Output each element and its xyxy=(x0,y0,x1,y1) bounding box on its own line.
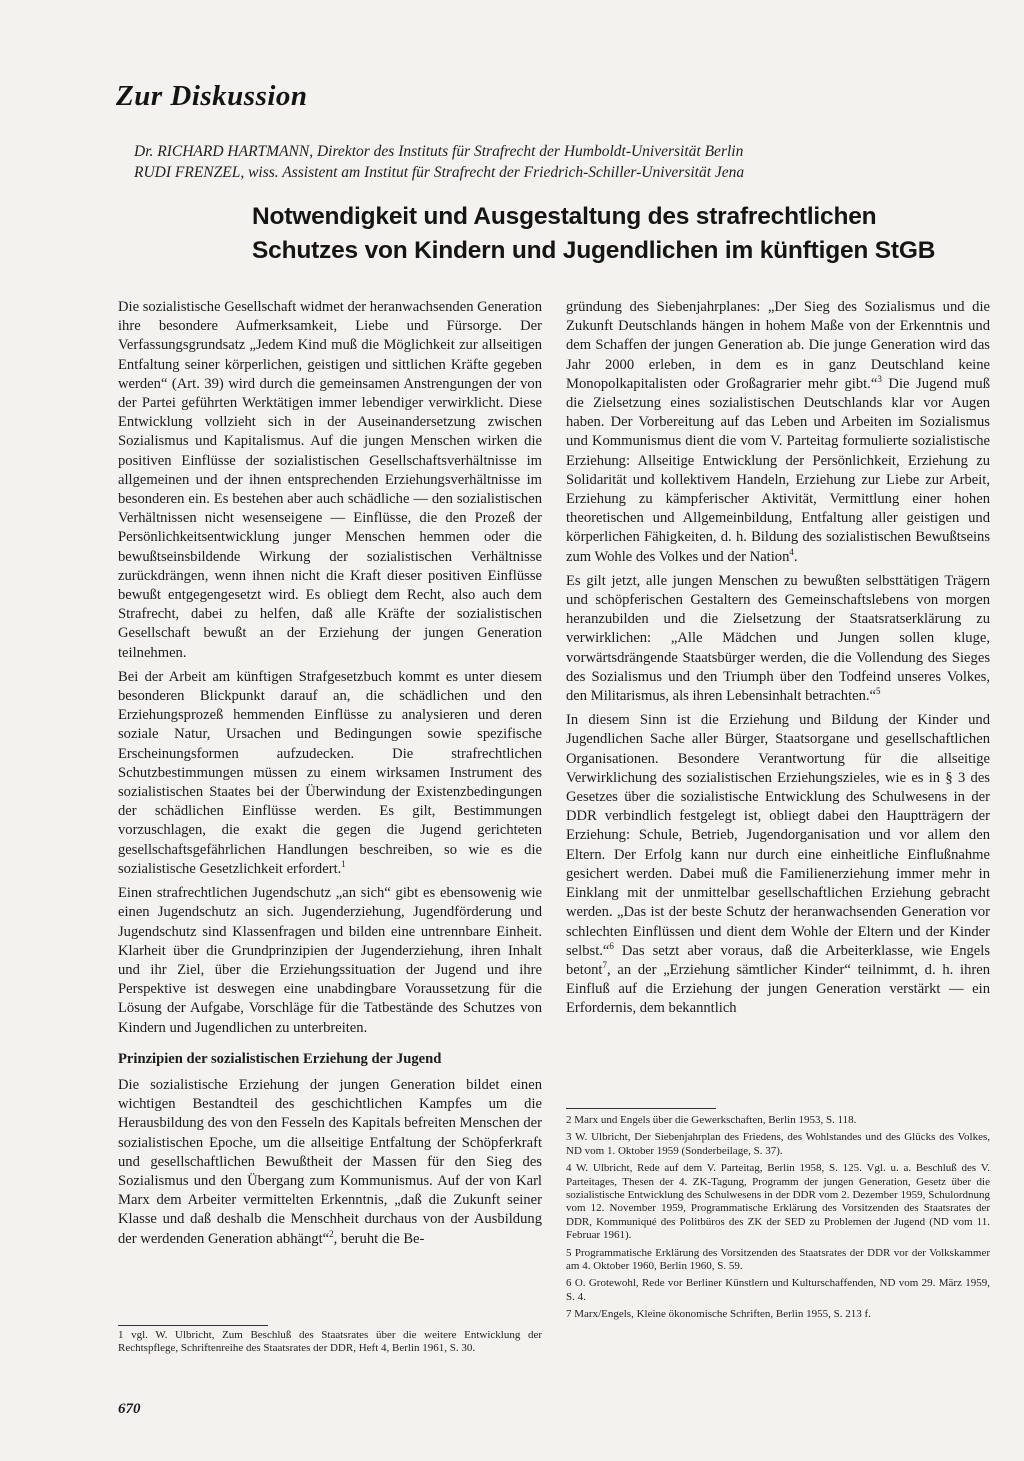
footnotes-left xyxy=(118,1329,542,1360)
paragraph: Einen strafrechtlichen Jugendschutz „an sich“ gibt es ebensowenig wie einen Jugendschutz an sich. Jugenderziehung, Jugendförderung und Jugendschutz sind Klassenfragen und bilden eine untrennbare Einheit. Klarheit über die Grundprinzipien der Jugenderziehung, ihren Inhalt und ihr Ziel, über die Erziehungssituation der Jugend und ihre Perspektive ist deswegen eine unabdingbare Voraussetzung für die Lösung der Aufgabe, Vorschläge für die Tatbestände des Schutzes von Kindern und Jugendlichen zu unterbreiten. xyxy=(118,885,542,1036)
author-block xyxy=(134,141,994,183)
footnote-ref: 4 xyxy=(789,546,794,557)
footnote-ref: 1 xyxy=(341,859,346,870)
footnote: 5 Programmatische Erklärung des Vorsitzenden des Staatsrates der DDR vor der Volkskammer am 4. Oktober 1960, Berlin 1960, S. 59. xyxy=(566,1246,990,1273)
title-line-1: Notwendigkeit und Ausgestaltung des strafrechtlichen xyxy=(252,203,877,230)
section-heading: Zur Diskussion xyxy=(116,80,308,112)
footnote-divider xyxy=(118,1325,268,1326)
paragraph: Bei der Arbeit am künftigen Strafgesetzbuch kommt es unter diesem besonderen Blickpunkt darauf an, die schädlichen und den Erziehungsprozeß hemmenden Einflüsse zu analysieren und deren soziale Natur, Ursachen und Bedingungen sowie spezifische Erscheinungsformen aufzudecken. Die strafrechtlichen Schutzbestimmungen müssen zu einem wirksamen Instrument des sozialistischen Staates bei der Überwindung der Existenzbedingungen der schädlichen Einflüsse werden. Es gilt, Bestimmungen vorzuschlagen, die exakt die gegen die Jugend gerichteten gesellschaftsgefährlichen Handlungen beschreiben, so wie es die sozialistische Gesetzlichkeit erfordert.$^1$ xyxy=(118,668,542,877)
footnote: 6 O. Grotewohl, Rede vor Berliner Künstlern und Kulturschaffenden, ND vom 29. März 1959, S. 4. xyxy=(566,1277,990,1303)
footnote: 2 Marx und Engels über die Gewerkschaften, Berlin 1953, S. 118. xyxy=(566,1114,857,1126)
footnote: 3 W. Ulbricht, Der Siebenjahrplan des Friedens, des Wohlstandes und des Glücks des Volkes, ND vom 1. Oktober 1959 (Sonderbeilage, S. 37). xyxy=(566,1131,990,1157)
footnotes-right xyxy=(566,1114,990,1326)
paragraph: In diesem Sinn ist die Erziehung und Bildung der Kinder und Jugendlichen Sache aller Bürger, Staatsorgane und gesellschaftlichen Organisationen. Besondere Verantwortung für die allseitige Verwirklichung des sozialistischen Erziehungszieles, wie es in § 3 des Gesetzes über die sozialistische Entwicklung des Schulwesens in der DDR verbindlich festgelegt ist, obliegt dabei den Hauptträgern der Erziehung: Schule, Betrieb, Jugendorganisation und vor allem den Eltern. Der Erfolg kann nur durch eine einheitliche Einflußnahme gesichert werden. Dabei muß die Familienerziehung immer mehr in Einklang mit der unmittelbar gesellschaftlichen Erziehung gebracht werden. „Das ist der beste Schutz der heranwachsenden Generation vor schlechten Einflüssen und dient dem Wohle der Eltern und der Kinder selbst.“$^6$ Das setzt aber voraus, daß die Arbeiterklasse, wie Engels betont$^7$, an der „Erziehung sämtlicher Kinder“ teilnimmt, d. h. ihren Einfluß auf die Erziehung der jungen Generation verstärkt — ein Erfordernis, dem bekanntlich xyxy=(566,712,990,1017)
author-line: Dr. RICHARD HARTMANN, Direktor des Instituts für Strafrecht der Humboldt-Universität Berlin xyxy=(134,143,744,160)
footnote-ref: 5 xyxy=(876,686,881,697)
paragraph: Die sozialistische Gesellschaft widmet der heranwachsenden Generation ihre besondere Aufmerksamkeit, Liebe und Fürsorge. Der Verfassungsgrundsatz „Jedem Kind muß die Möglichkeit zur allseitigen Entfaltung seiner körperlichen, geistigen und sittlichen Kräfte gegeben werden“ (Art. 39) wird durch die gemeinsamen Anstrengungen der von der Partei geführten Werktätigen immer lebendiger verwirklicht. Diese Entwicklung vollzieht sich in der Auseinandersetzung zwischen Sozialismus und Kapitalismus. Auf die jungen Menschen wirken die positiven Einflüsse der sozialistischen Gesellschaftsverhältnisse im allgemeinen und der ihnen entsprechenden Erziehungsverhältnisse im besonderen ein. Es bestehen aber auch schädliche — den sozialistischen Verhältnissen nicht wesenseigene — Einflüsse, die den Prozeß der Persönlichkeitsentwicklung junger Menschen hemmen oder die bewußtseinsbildende Wirkung der sozialistischen Verhältnisse zurückdrängen, wenn ihnen nicht die Kraft dieser positiven Einflüsse bewußt entgegengesetzt wird. Es obliegt dem Recht, also auch dem Strafrecht, dabei zu helfen, daß alle Kräfte der sozialistischen Gesellschaft bewußt an der Erziehung der jungen Generation teilnehmen. xyxy=(118,299,542,661)
right-column xyxy=(566,298,990,1024)
footnote-ref: 6 xyxy=(609,940,614,951)
paragraph: gründung des Siebenjahrplanes: „Der Sieg des Sozialismus und die Zukunft Deutschlands hängen in hohem Maße von der Erkenntnis und dem Schaffen der jungen Generation ab. Die junge Generation wird das Jahr 2000 erleben, in dem es in ganz Deutschland keine Monopolkapitalisten oder Großagrarier mehr gibt.“$^3$ Die Jugend muß die Zielsetzung eines sozialistischen Deutschlands klar vor Augen haben. Der Vorbereitung auf das Leben und Arbeiten im Sozialismus und Kommunismus dient die vom V. Parteitag formulierte sozialistische Erziehung: Allseitige Entwicklung der Persönlichkeit, Erziehung zu Solidarität und kollektivem Handeln, Erziehung zur Liebe zur Arbeit, Erziehung zu kämpferischer Aktivität, Vermittlung einer hohen theoretischen und Allgemeinbildung, Entfaltung aller geistigen und körperlichen Fähigkeiten, d. h. Bildung des sozialistischen Bewußtseins zum Wohle des Volkes und der Nation$^4$. xyxy=(566,299,990,565)
footnote-divider xyxy=(566,1108,716,1109)
left-column xyxy=(118,298,542,1254)
footnote: 4 W. Ulbricht, Rede auf dem V. Parteitag, Berlin 1958, S. 125. Vgl. u. a. Beschluß des V. Parteitages, Thesen der 4. ZK-Tagung, Programm der jungen Generation, Gesetz über die sozialistische Entwicklung des Schulwesens in der DDR vom 2. Dezember 1959, Schulordnung vom 12. November 1959, Programmatische Erklärung des Vorsitzenden des Staatsrates der DDR, Kommuniqué des Politbüros des ZK der SED zu Problemen der Jugend (ND vom 11. Februar 1961). xyxy=(566,1162,990,1242)
footnote: 7 Marx/Engels, Kleine ökonomische Schriften, Berlin 1955, S. 213 f. xyxy=(566,1308,871,1321)
title-line-2: Schutzes von Kindern und Jugendlichen im künftigen StGB xyxy=(252,237,936,264)
paragraph: Es gilt jetzt, alle jungen Menschen zu bewußten selbsttätigen Trägern und schöpferischen Gestaltern des Gemeinschaftslebens von morgen heranzubilden und die Zielsetzung der Staatsratserklärung zu verwirklichen: „Alle Mädchen und Jungen sollen kluge, vorwärtsdrängende Staatsbürger werden, die die Vollendung des Sieges des Sozialismus und den Triumph über den Todfeind unseres Volkes, den Militarismus, als ihren Lebensinhalt betrachten.“$^5$ xyxy=(566,572,990,705)
footnote-ref: 3 xyxy=(877,373,882,384)
paragraph: Die sozialistische Erziehung der jungen Generation bildet einen wichtigen Bestandteil des geschichtlichen Kampfes um die Herausbildung des von den Fesseln des Kapitals befreiten Menschen der sozialistischen Epoche, um die allseitige Entfaltung der Schöpferkraft und gesellschaftlichen Bewußtheit der Massen für den Sieg des Sozialismus und den Übergang zum Kommunismus. Auf der von Karl Marx dem Arbeiter vermittelten Erkenntnis, „daß die Zukunft seiner Klasse und daß deshalb die Menschheit durchaus von der Ausbildung der werdenden Generation abhängt“$^2$, beruht die Be- xyxy=(118,1076,542,1247)
footnote: 1 vgl. W. Ulbricht, Zum Beschluß des Staatsrates über die weitere Entwicklung der Rechtspflege, Schriftenreihe des Staatsrates der DDR, Heft 4, Berlin 1961, S. 30. xyxy=(118,1329,542,1355)
author-line: RUDI FRENZEL, wiss. Assistent am Institut für Strafrecht der Friedrich-Schiller-Universität Jena xyxy=(134,164,745,181)
subheading: Prinzipien der sozialistischen Erziehung der Jugend xyxy=(118,1050,442,1067)
footnote-ref: 2 xyxy=(329,1228,334,1239)
article-title xyxy=(252,200,1012,268)
footnote-ref: 7 xyxy=(602,960,607,971)
page-number: 670 xyxy=(118,1401,141,1417)
